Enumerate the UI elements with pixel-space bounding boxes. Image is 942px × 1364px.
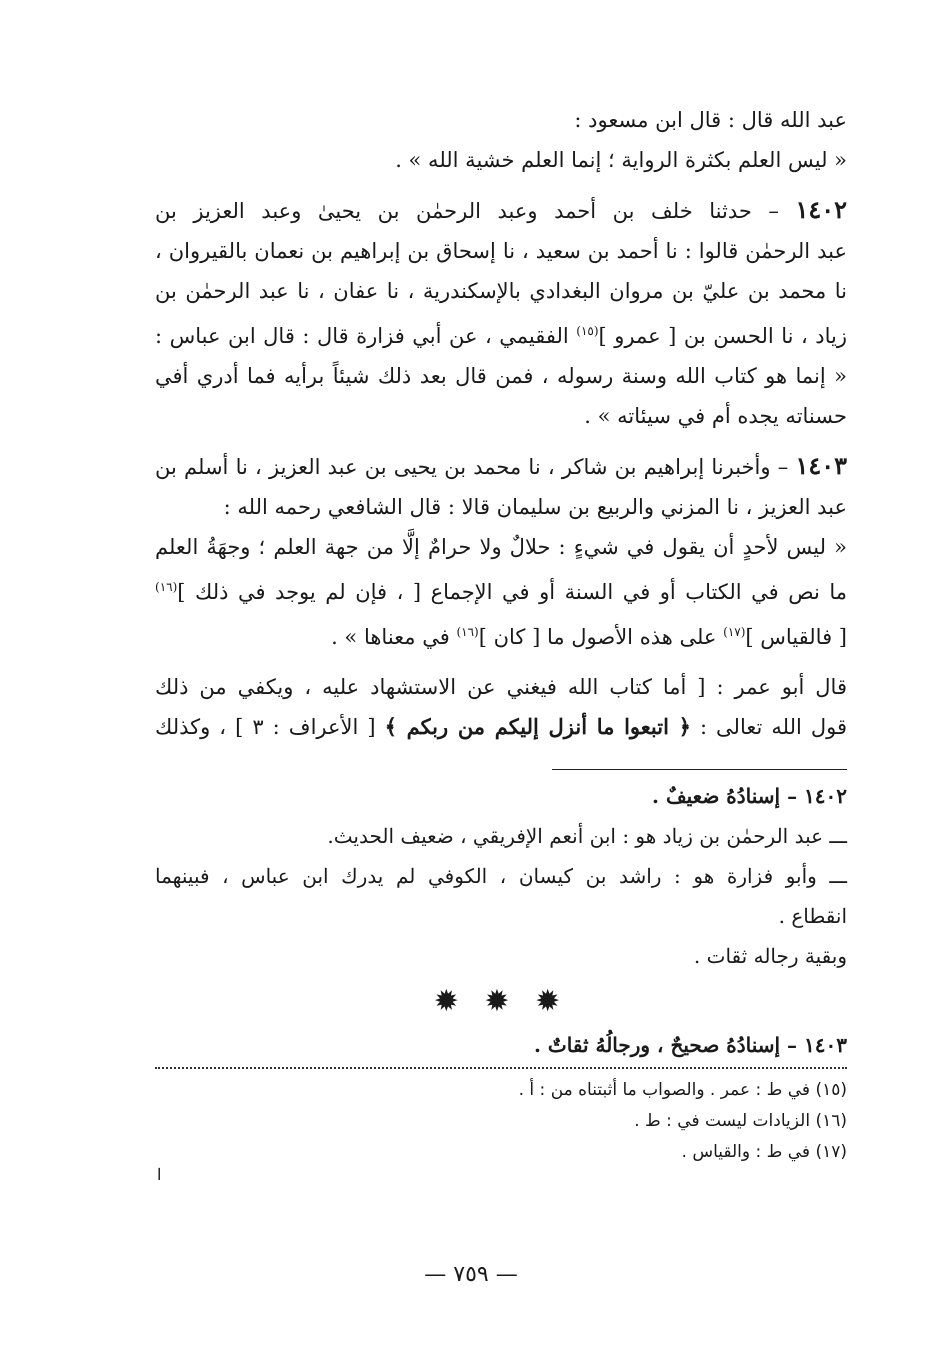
note-line: ـــ عبد الرحمٰن بن زياد هو : ابن أنعم الإفريقي ، ضعيف الحديث.: [327, 824, 847, 848]
hadith-1402-line: ١٤٠٢ – حدثنا خلف بن أحمد وعبد الرحمٰن بن يحيىٰ وعبد العزيز بن: [155, 195, 847, 224]
hadith-1403-line: ١٤٠٣ – وأخبرنا إبراهيم بن شاكر ، نا محمد بن يحيى بن عبد العزيز ، نا أسلم بن: [155, 451, 847, 480]
page-body: [155, 100, 847, 1168]
dotted-divider: [155, 1065, 847, 1069]
hadith-1403-line: [ فالقياس ]$^{(١٧)}$ على هذه الأصول ما [ كان ]$^{(١٦)}$ في معناها » .: [331, 625, 847, 649]
text-line: عبد الله قال : قال ابن مسعود :: [574, 108, 847, 132]
note-line: انقطاع .: [778, 904, 847, 928]
abu-omar-line: قال أبو عمر : [ أما كتاب الله فيغني عن الاستشهاد عليه ، ويكفي من ذلك: [155, 675, 847, 699]
abu-omar-line: قول الله تعالى : ﴿ اتبعوا ما أنزل إليكم من ربكم ﴾ [ الأعراف : ٣ ] ، وكذلك: [155, 714, 847, 739]
page-number: — ٧٥٩ —: [424, 1262, 518, 1287]
quote-line: « ليس العلم بكثرة الرواية ؛ إنما العلم خشية الله » .: [395, 148, 847, 172]
quran-verse: ﴿ اتبعوا ما أنزل إليكم من ربكم ﴾: [384, 714, 691, 739]
hadith-number: ١٤٠٢: [795, 195, 847, 224]
note-line: وبقية رجاله ثقات .: [693, 944, 847, 968]
note-line: ـــ وأبو فزارة هو : راشد بن كيسان ، الكوفي لم يدرك ابن عباس ، فبينهما: [155, 864, 847, 888]
footnote-ref: (١٥): [576, 324, 599, 338]
hadith-1403-line: ما نص في الكتاب أو في السنة أو في الإجماع [ ، فإن لم يوجد في ذلك ]$^{(١٦)}$: [155, 580, 847, 604]
footnote-ref: (١٦): [155, 580, 178, 594]
hadith-1402-line: عبد الرحمٰن قالوا : نا أحمد بن سعيد ، نا إسحاق بن إبراهيم بن نعمان بالقيروان ،: [155, 239, 847, 263]
footnote: (١٦) الزيادات ليست في : ط .: [634, 1111, 847, 1131]
star-separator: ✹ ✹ ✹: [433, 984, 569, 1019]
hadith-1402-line: « إنما هو كتاب الله وسنة رسوله ، فمن قال بعد ذلك شيئاً برأيه فما أدري أفي: [155, 364, 847, 388]
section-divider: [552, 769, 847, 770]
hadith-1403-line: عبد العزيز ، نا المزني والربيع بن سليمان قالا : قال الشافعي رحمه الله :: [223, 495, 847, 519]
hadith-number: ١٤٠٣: [795, 451, 847, 480]
note-1403-title: ١٤٠٣ – إسنادُهُ صحيحٌ ، ورجالُهُ ثقاتٌ .: [534, 1033, 847, 1057]
margin-mark: ا: [157, 1165, 162, 1184]
footnote: (١٥) في ط : عمر . والصواب ما أثبتناه من : أ .: [518, 1080, 847, 1100]
hadith-1402-line: حسناته يجده أم في سيئاته » .: [584, 404, 847, 428]
footnote-ref: (١٦): [456, 625, 479, 639]
hadith-1403-line: « ليس لأحدٍ أن يقول في شيءٍ : حلالٌ ولا حرامٌ إلَّا من جهة العلم ؛ وجهَةُ العلم: [155, 535, 847, 559]
hadith-1402-line: نا محمد بن عليّ بن مروان البغدادي بالإسكندرية ، نا عفان ، نا عبد الرحمٰن بن: [155, 279, 847, 303]
hadith-1402-line: زياد ، نا الحسن بن [ عمرو ]$^{(١٥)}$ الفقيمي ، عن أبي فزارة قال : قال ابن عباس :: [155, 324, 847, 348]
note-1402-title: ١٤٠٢ – إسنادُهُ ضعيفٌ .: [652, 784, 847, 808]
footnote-ref: (١٧): [723, 625, 746, 639]
footnote: (١٧) في ط : والقياس .: [681, 1142, 847, 1162]
